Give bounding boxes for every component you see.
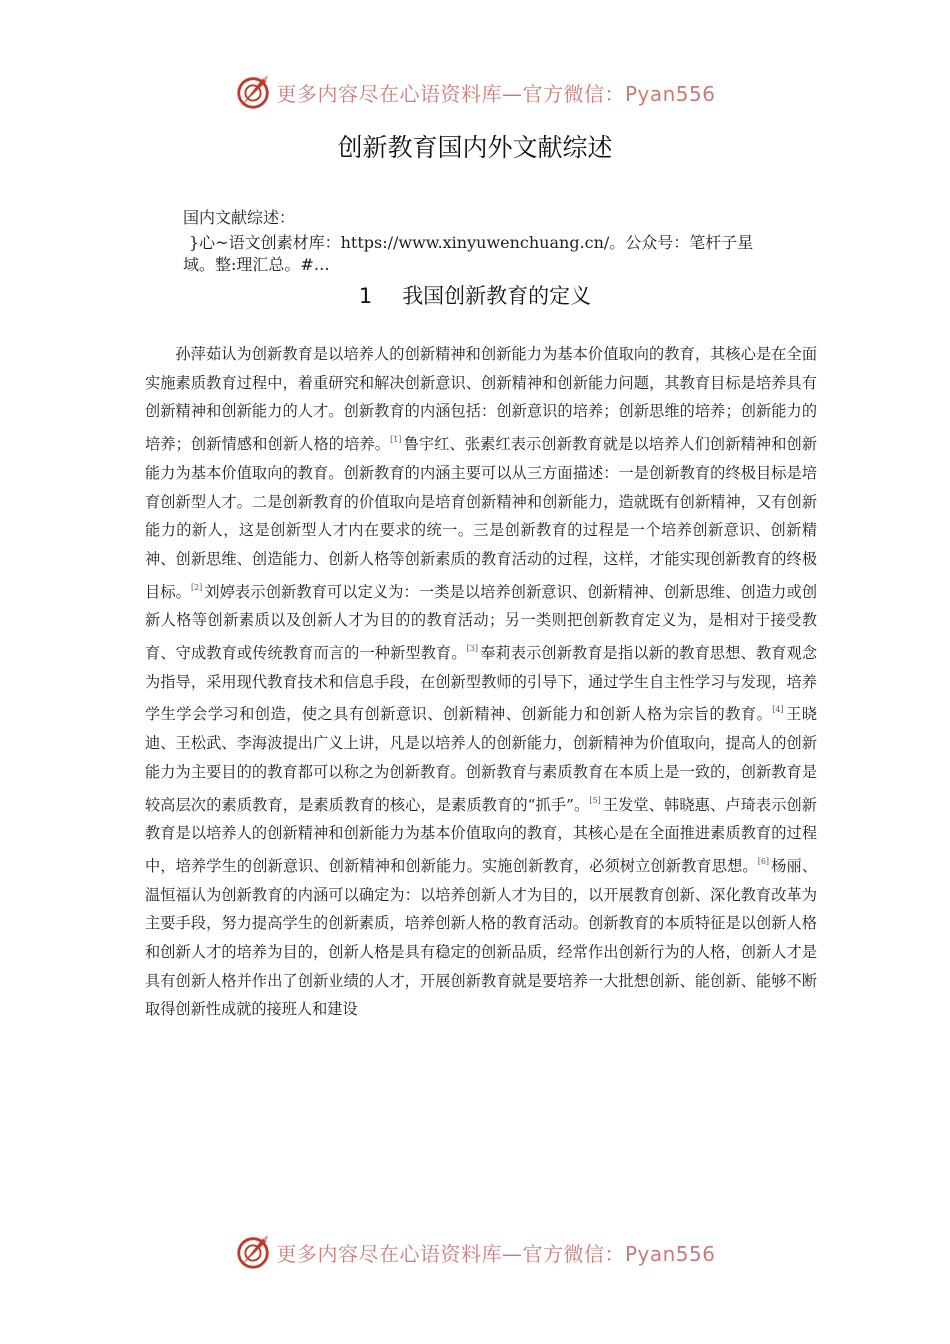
text-segment: 王晓迪、王松武、李海波提出广义上讲，凡是以培养人的创新能力，创新精神为价值取向，提高人的创新能力为主要目的的教育都可以称之为创新教育。创新教育与素质教育在本质上是一致的，创新教育是较高层次的素质教育，是素质教育的核心，是素质教育的“抓手”。 bbox=[145, 705, 818, 814]
watermark-banner-bottom bbox=[0, 1232, 950, 1272]
watermark-text: 更多内容尽在心语资料库—官方微信：Pyan556 bbox=[276, 1241, 716, 1266]
watermark-banner-top bbox=[0, 72, 950, 112]
source-note-line-2: 域。整:理汇总。#… bbox=[183, 255, 330, 274]
text-segment: 杨丽、温恒福认为创新教育的内涵可以确定为：以培养创新人才为目的，以开展教育创新、深化教育改革为主要手段，努力提高学生的创新素质，培养创新人格的教育活动。创新教育的本质特征是以创新人格和创新人才的培养为目的，创新人格是具有稳定的创新品质，经常作出创新行为的人格，创新人才是具有创新人格并作出了创新业绩的人才，开展创新教育就是要培养一大批想创新、能创新、能够不断取得创新性成就的接班人和建设 bbox=[145, 856, 818, 1019]
text-segment: 王发堂、韩晓惠、卢琦表示创新教育是以培养人的创新精神和创新能力为基本价值取向的教育，其核心是在全面推进素质教育的过程中，培养学生的创新意识、创新精神和创新能力。实施创新教育，必须树立创新教育思想。 bbox=[145, 795, 817, 875]
citation-ref[interactable]: [5] bbox=[589, 795, 601, 805]
text-segment: 孙萍茹认为创新教育是以培养人的创新精神和创新能力为基本价值取向的教育，其核心是在全面实施素质教育过程中，着重研究和解决创新意识、创新精神和创新能力问题，其教育目标是培养具有创新精神和创新能力的人才。创新教育的内涵包括：创新意识的培养；创新思维的培养；创新能力的培养；创新情感和创新人格的培养。 bbox=[145, 345, 817, 454]
page-title: 创新教育国内外文献综述 bbox=[337, 133, 613, 162]
heading-number: 1 bbox=[358, 284, 373, 308]
citation-ref[interactable]: [1] bbox=[390, 435, 402, 445]
watermark-text: 更多内容尽在心语资料库—官方微信：Pyan556 bbox=[276, 81, 716, 106]
text-segment: 刘婷表示创新教育可以定义为：一类是以培养创新意识、创新精神、创新思维、创造力或创新人格等创新素质以及创新人才为目的的教育活动；另一类则把创新教育定义为，是相对于接受教育、守成教育或传统教育而言的一种新型教育。 bbox=[145, 582, 818, 663]
citation-ref[interactable]: [3] bbox=[466, 644, 479, 654]
heading-text: 我国创新教育的定义 bbox=[402, 284, 592, 308]
text-segment: 奉莉表示创新教育是指以新的教育思想、教育观念为指导，采用现代教育技术和信息手段，在创新型教师的引导下，通过学生自主性学习与发现，培养学生学会学习和创造，使之具有创新意识、创新精神、创新能力和创新人格为宗旨的教育。 bbox=[145, 644, 818, 724]
citation-ref[interactable]: [4] bbox=[772, 705, 784, 715]
section-heading bbox=[0, 280, 950, 310]
body-paragraph bbox=[145, 340, 817, 1024]
quill-logo-icon bbox=[234, 1233, 272, 1271]
citation-ref[interactable]: [6] bbox=[757, 856, 770, 866]
text-segment: 鲁宇红、张素红表示创新教育就是以培养人们创新精神和创新能力为基本价值取向的教育。创新教育的内涵主要可以从三方面描述：一是创新教育的终极目标是培育创新型人才。二是创新教育的价值取向是培育创新精神和创新能力，造就既有创新精神，又有创新能力的新人，这是创新型人才内在要求的统一。三是创新教育的过程是一个培养创新意识、创新精神、创新思维、创造能力、创新人格等创新素质的教育活动的过程，这样，才能实现创新教育的终极目标。 bbox=[145, 435, 818, 601]
section-label: 国内文献综述： bbox=[183, 208, 296, 227]
quill-logo-icon bbox=[234, 73, 272, 111]
source-note-line-1: }心~语文创素材库：https://www.xinyuwenchuang.cn/。公众号：笔杆子星 bbox=[189, 233, 754, 252]
citation-ref[interactable]: [2] bbox=[190, 582, 203, 592]
source-note bbox=[183, 232, 833, 276]
